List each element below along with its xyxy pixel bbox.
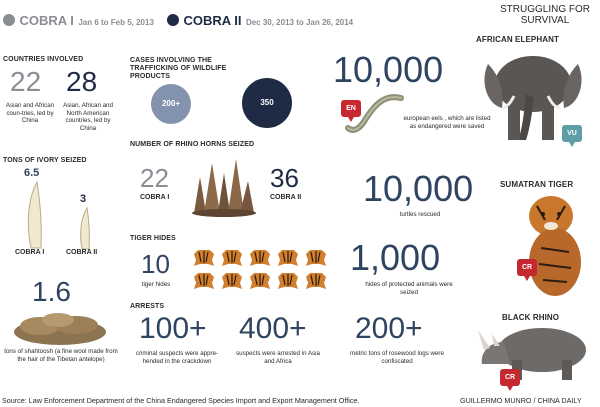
eels-status-tag: EN <box>341 100 361 117</box>
arrests-3-value: 200+ <box>355 312 423 345</box>
arrests-3-caption: metric tons of rosewood logs were confiscated <box>350 350 444 365</box>
tiger-hide-icon <box>276 271 300 291</box>
turtles-value: 10,000 <box>363 168 474 209</box>
hides-value: 1,000 <box>350 237 441 278</box>
arrests-title: ARRESTS <box>130 303 165 310</box>
tusk-large-icon <box>22 180 50 250</box>
ivory-cobra2-value: 3 <box>80 193 87 205</box>
tiger-hides-grid <box>192 248 332 292</box>
cobra1-dot <box>3 14 15 26</box>
tiger-hide-icon <box>304 248 328 268</box>
tiger-hide-icon <box>192 248 216 268</box>
cobra2-label: COBRA II <box>183 13 242 28</box>
rhino-image <box>470 320 596 384</box>
tiger-hides-title: TIGER HIDES <box>130 235 176 242</box>
arrests-1-caption: criminal suspects were appre-hended in the crackdown <box>135 350 219 365</box>
rhino-horns-icon <box>190 155 258 217</box>
arrests-2-caption: suspects were arrested in Asia and Africa <box>236 350 320 365</box>
legend-cobra1 <box>3 12 154 30</box>
credit-line: GUILLERMO MUNRO / CHINA DAILY <box>460 396 582 405</box>
tiger-hide-icon <box>192 271 216 291</box>
legend-cobra2 <box>167 12 353 30</box>
cases-cobra1-value: 200+ <box>161 99 181 108</box>
cobra1-label: COBRA I <box>19 13 74 28</box>
tiger-status-tag: CR <box>517 259 537 276</box>
tiger-hide-icon <box>220 271 244 291</box>
turtles-caption: turtles rescued <box>399 211 441 218</box>
shahtoosh-caption: tons of shahtoosh (a fine wool made from the hair of the Tibetan antelope) <box>4 348 118 363</box>
tiger-image <box>515 190 595 300</box>
arrests-2-value: 400+ <box>239 312 307 345</box>
cases-cobra2-value: 350 <box>260 98 274 107</box>
rhino-horns-cobra1-value: 22 <box>140 163 169 193</box>
source-note: Source: Law Enforcement Department of the China Endangered Species Import and Export Management Office. <box>2 396 360 405</box>
tiger-hide-icon <box>248 248 272 268</box>
rhino-status-tag: CR <box>500 369 520 386</box>
cobra1-dates: Jan 6 to Feb 5, 2013 <box>78 18 154 27</box>
tiger-hide-icon <box>220 248 244 268</box>
tiger-hide-icon <box>276 248 300 268</box>
arrests-1-value: 100+ <box>139 312 207 345</box>
rhino-horns-title: NUMBER OF RHINO HORNS SEIZED <box>130 141 255 148</box>
countries-title: COUNTRIES INVOLVED <box>3 56 84 63</box>
wool-pile-icon <box>10 310 110 346</box>
ivory-cobra1-value: 6.5 <box>24 167 40 179</box>
shahtoosh-value: 1.6 <box>32 276 71 307</box>
tusk-small-icon <box>76 206 96 250</box>
countries-cobra2-value: 28 <box>66 66 98 97</box>
hides-caption: hides of protected animals were seized <box>365 281 453 296</box>
eels-value: 10,000 <box>333 49 444 90</box>
ivory-cobra1-label: COBRA I <box>15 249 45 256</box>
survival-title: STRUGGLING FOR SURVIVAL <box>500 4 591 26</box>
cases-title: CASES INVOLVING THE TRAFFICKING OF WILDLIFE PRODUCTS <box>130 57 227 80</box>
ivory-title: TONS OF IVORY SEIZED <box>3 157 87 164</box>
tiger-hide-icon <box>304 271 328 291</box>
tiger-hides-caption: tiger hides <box>141 281 171 288</box>
tiger-hides-value: 10 <box>141 249 170 279</box>
rhino-horns-cobra2-value: 36 <box>270 163 299 193</box>
cobra2-dates: Dec 30, 2013 to Jan 26, 2014 <box>245 18 354 27</box>
countries-cobra1-value: 22 <box>10 66 42 97</box>
rhino-horns-cobra1-label: COBRA I <box>140 194 170 201</box>
ivory-cobra2-label: COBRA II <box>66 249 98 256</box>
tiger-hide-icon <box>248 271 272 291</box>
cobra2-dot <box>167 14 179 26</box>
countries-cobra1-caption: Asian and African coun-tries, led by China <box>5 102 55 124</box>
tiger-name: SUMATRAN TIGER <box>500 180 574 189</box>
elephant-name: AFRICAN ELEPHANT <box>476 35 559 44</box>
rhino-horns-cobra2-label: COBRA II <box>270 194 302 201</box>
rhino-name: BLACK RHINO <box>502 313 560 322</box>
eels-caption: european eels , which are listed as endangered were saved <box>403 115 491 130</box>
countries-cobra2-caption: Asian, African and North American countries, led by China <box>63 102 113 132</box>
elephant-status-tag: VU <box>562 125 582 142</box>
